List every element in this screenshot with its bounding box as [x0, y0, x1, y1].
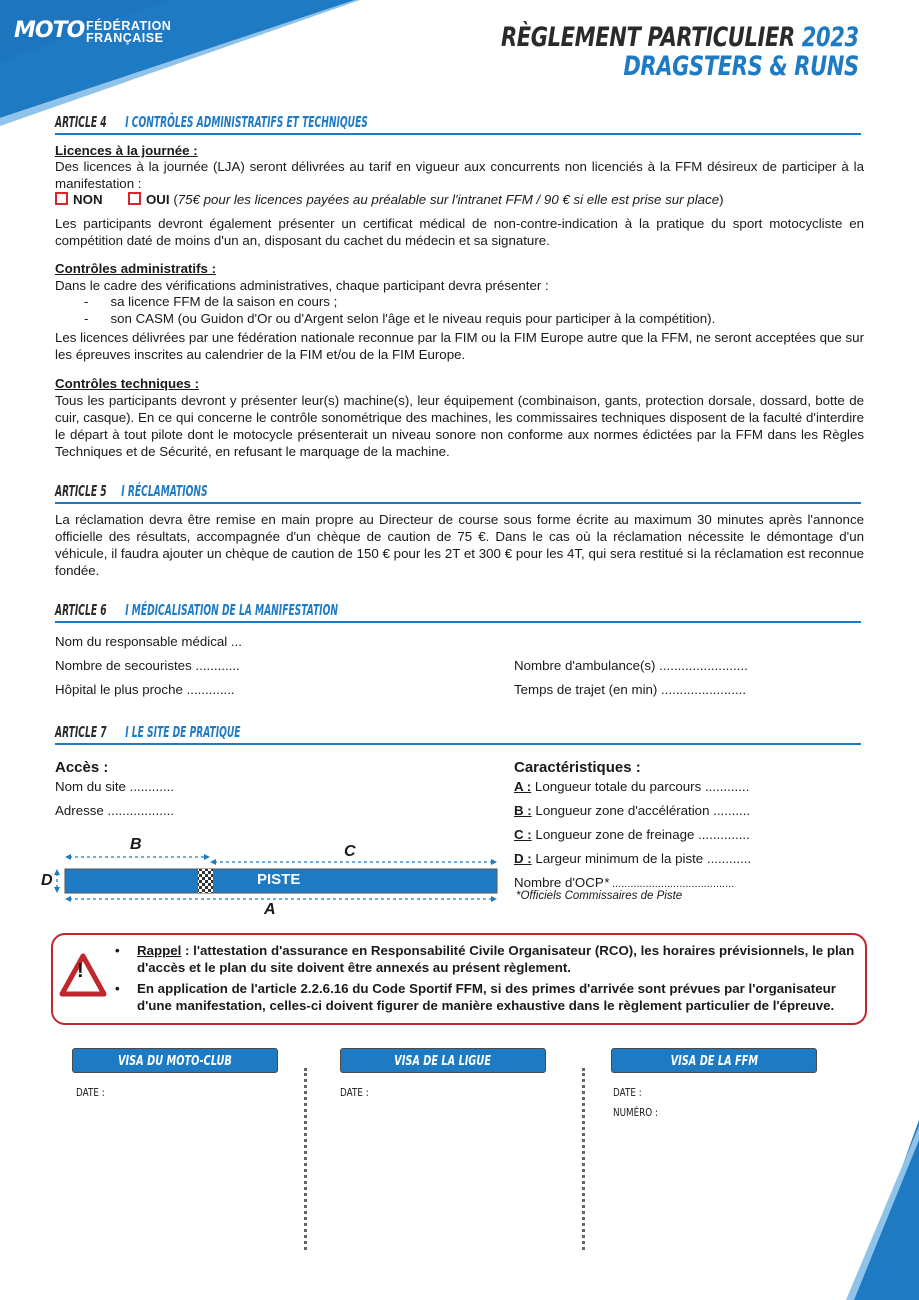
article-title: I MÉDICALISATION DE LA MANIFESTATION — [125, 601, 338, 619]
characteristics-heading: Caractéristiques : — [514, 759, 641, 776]
admin-item: - son CASM (ou Guidon d'Or ou d'Argent selon l'âge et le niveau requis pour participer à la compétition). — [84, 311, 716, 326]
article-6-heading — [55, 601, 861, 623]
option-note-open: ( — [173, 192, 178, 207]
address-field[interactable]: Adresse .................. — [55, 803, 174, 818]
visa-title: VISA DE LA FFM — [670, 1054, 758, 1069]
federation-line-2: FRANÇAISE — [86, 31, 164, 45]
diagram-label-a: A — [264, 901, 276, 918]
bullet: • — [115, 981, 120, 996]
characteristic-text: Longueur zone d'accélération .......... — [531, 803, 751, 818]
ffm-numero-field[interactable]: NUMÉRO : — [613, 1106, 658, 1119]
licences-text: Des licences à la journée (LJA) seront délivrées au tarif en vigueur aux concurrents non licenciés à la FFM désireux de participer à la manifestation : — [55, 159, 864, 191]
article-title: I LE SITE DE PRATIQUE — [125, 723, 241, 741]
article-number: ARTICLE 4 — [55, 113, 107, 131]
rescuers-field[interactable]: Nombre de secouristes ............ — [55, 658, 240, 673]
ambulances-field[interactable]: Nombre d'ambulance(s) ........................ — [514, 658, 748, 673]
admin-heading: Contrôles administratifs : — [55, 261, 217, 276]
tech-text: Tous les participants devront y présenter leur(s) machine(s), leur équipement (combinaison, gants, protection dorsale, dossard, botte de cuir, casque). En ce qui concerne le contrôle sonométrique des machines, les commissaires techniques disposent de la faculté d'interdire le départ à tout pilote dont le motocycle présenterait un niveau sonore non conforme aux normes édictées par la FFM dans les Règles Techniques et de Sécurité, en refusant le marquage de la machine. — [55, 393, 864, 459]
visa-ligue-banner — [340, 1048, 546, 1073]
admin-text: Les licences délivrées par une fédération nationale reconnue par la FIM ou la FIM Europe autre que la FFM, ne seront acceptées que sur les épreuves inscrites au calendrier de la FIM et/ou de la FIM Europe. — [55, 330, 864, 362]
moto-logo: MOTO — [14, 18, 85, 43]
certificate-text: Les participants devront également présenter un certificat médical de non-contre-indication à la pratique du sport motocycliste en compétition daté de moins d'un an, disposant du cachet du médecin et sa signature. — [55, 216, 864, 248]
licences-heading: Licences à la journée : — [55, 143, 198, 158]
ocp-dots: ........................................ — [608, 878, 735, 890]
article-5-heading — [55, 482, 861, 504]
notice-lead: Rappel — [137, 943, 182, 958]
federation-name — [86, 20, 171, 44]
option-oui-label: OUI — [145, 192, 170, 207]
federation-line-1: FÉDÉRATION — [86, 19, 172, 33]
ocp-star: * — [603, 875, 609, 890]
notice-box — [51, 933, 867, 1025]
characteristic-text: Largeur minimum de la piste ............ — [531, 851, 752, 866]
bullet: • — [115, 943, 120, 958]
notice-text: : l'attestation d'assurance en Responsabilité Civile Organisateur (RCO), les horaires prévisionnels, le plan d'accès et le plan du site doivent être annexés au présent règlement. — [137, 943, 855, 975]
ocp-note: *Officiels Commissaires de Piste — [516, 890, 683, 902]
characteristic-a[interactable] — [514, 779, 749, 794]
reclamation-text: La réclamation devra être remise en main propre au Directeur de course sous forme écrite au maximum 30 minutes après l'annonce officielle des résultats, accompagnée d'un chèque de caution de 75 €. Dans le cas où la réclamation nécessite le démontage d'un véhicule, il faudra ajouter un chèque de caution de 150 € pour les 2T et 300 € pour les 4T, qui sera restitué si la réclamation est reconnue fondée. — [55, 512, 864, 578]
ocp-label: Nombre d'OCP — [514, 875, 604, 890]
article-title: I RÉCLAMATIONS — [121, 482, 208, 500]
track-label: PISTE — [257, 871, 301, 888]
divider — [582, 1068, 585, 1250]
article-number: ARTICLE 7 — [55, 723, 107, 741]
characteristic-key: A : — [514, 779, 532, 794]
access-heading: Accès : — [55, 759, 109, 776]
admin-intro: Dans le cadre des vérifications administratives, chaque participant devra présenter : — [55, 278, 549, 293]
ligue-date-field[interactable]: DATE : — [340, 1086, 369, 1099]
visa-title: VISA DU MOTO-CLUB — [118, 1054, 232, 1069]
visa-moto-club-banner — [72, 1048, 278, 1073]
article-number: ARTICLE 5 — [55, 482, 107, 500]
characteristic-key: B : — [514, 803, 532, 818]
ocp-field[interactable] — [514, 875, 734, 890]
title-line-2: DRAGSTERS & RUNS — [623, 51, 859, 82]
characteristic-text: Longueur totale du parcours ............ — [531, 779, 750, 794]
diagram-label-c: C — [344, 843, 356, 860]
hospital-field[interactable]: Hôpital le plus proche ............. — [55, 682, 235, 697]
characteristic-key: D : — [514, 851, 532, 866]
warning-icon-mark: ! — [77, 960, 84, 982]
article-4-heading — [55, 113, 861, 135]
article-number: ARTICLE 6 — [55, 601, 107, 619]
medical-lead-field[interactable]: Nom du responsable médical ... — [55, 634, 242, 649]
characteristic-text: Longueur zone de freinage .............. — [531, 827, 750, 842]
characteristic-key: C : — [514, 827, 532, 842]
divider — [304, 1068, 307, 1250]
notice-item — [115, 980, 855, 1014]
admin-item-text: sa licence FFM de la saison en cours ; — [110, 294, 338, 309]
visa-title: VISA DE LA LIGUE — [394, 1054, 492, 1069]
title-year: 2023 — [801, 22, 859, 53]
moto-club-date-field[interactable]: DATE : — [76, 1086, 105, 1099]
visa-ffm-banner — [611, 1048, 817, 1073]
characteristic-c[interactable] — [514, 827, 750, 842]
characteristic-d[interactable] — [514, 851, 751, 866]
article-title: I CONTRÔLES ADMINISTRATIFS ET TECHNIQUES — [125, 113, 368, 131]
document-title — [501, 22, 859, 82]
notice-text: En application de l'article 2.2.6.16 du Code Sportif FFM, si des primes d'arrivée sont prévues par l'organisateur d'une manifestation, celles-ci doivent figurer de manière exhaustive dans le règlement particulier de l'épreuve. — [137, 981, 836, 1013]
admin-item: - sa licence FFM de la saison en cours ; — [84, 294, 338, 309]
ffm-date-field[interactable]: DATE : — [613, 1086, 642, 1099]
option-note-close: ) — [719, 192, 724, 207]
notice-item — [115, 942, 855, 976]
tech-heading: Contrôles techniques : — [55, 376, 200, 391]
characteristic-b[interactable] — [514, 803, 750, 818]
oui-checkbox[interactable] — [128, 192, 141, 205]
admin-item-text: son CASM (ou Guidon d'Or ou d'Argent selon l'âge et le niveau requis pour participer à la compétition). — [110, 311, 716, 326]
footer-decoration — [840, 1120, 919, 1300]
non-checkbox[interactable] — [55, 192, 68, 205]
licence-options — [55, 192, 724, 207]
article-7-heading — [55, 723, 861, 745]
option-note: 75€ pour les licences payées au préalable sur l'intranet FFM / 90 € si elle est prise sur place — [177, 192, 720, 207]
site-name-field[interactable]: Nom du site ............ — [55, 779, 174, 794]
title-line-1: RÈGLEMENT PARTICULIER — [501, 22, 795, 53]
travel-time-field[interactable]: Temps de trajet (en min) ....................... — [514, 682, 747, 697]
option-non-label: NON — [73, 192, 103, 207]
diagram-label-d: D — [41, 872, 53, 889]
diagram-label-b: B — [130, 836, 142, 853]
